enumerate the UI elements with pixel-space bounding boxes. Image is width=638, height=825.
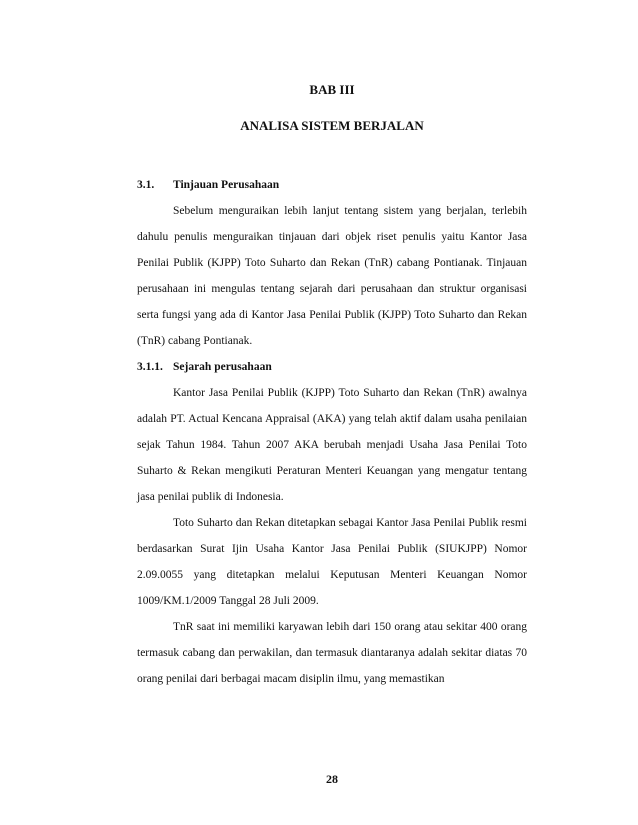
page-number: 28 xyxy=(326,772,338,786)
paragraph: Kantor Jasa Penilai Publik (KJPP) Toto Suharto dan Rekan (TnR) awalnya adalah PT. Actual Kencana Appraisal (AKA) yang telah aktif dalam usaha penilaian sejak Tahun 1984. Tahun 2007 AKA berubah menjadi Usaha Jasa Penilai Toto Suharto & Rekan mengikuti Peraturan Menteri Keuangan yang mengatur tentang jasa penilai publik di Indonesia. xyxy=(137,387,527,503)
section-heading-3-1 xyxy=(137,172,527,198)
section-title: Sejarah perusahaan xyxy=(173,361,272,373)
document-body xyxy=(137,172,527,692)
section-title: Tinjauan Perusahaan xyxy=(173,179,280,191)
chapter-label: BAB III xyxy=(309,82,355,97)
paragraph: Toto Suharto dan Rekan ditetapkan sebagai Kantor Jasa Penilai Publik resmi berdasarkan Surat Ijin Usaha Kantor Jasa Penilai Publik (SIUKJPP) Nomor 2.09.0055 yang ditetapkan melalui Keputusan Menteri Keuangan Nomor 1009/KM.1/2009 Tanggal 28 Juli 2009. xyxy=(137,517,527,607)
section-number: 3.1. xyxy=(137,179,155,191)
section-number: 3.1.1. xyxy=(137,361,163,373)
paragraph: Sebelum menguraikan lebih lanjut tentang sistem yang berjalan, terlebih dahulu penulis menguraikan tinjauan dari objek riset penulis yaitu Kantor Jasa Penilai Publik (KJPP) Toto Suharto dan Rekan (TnR) cabang Pontianak. Tinjauan perusahaan ini mengulas tentang sejarah dari perusahaan dan struktur organisasi serta fungsi yang ada di Kantor Jasa Penilai Publik (KJPP) Toto Suharto dan Rekan (TnR) cabang Pontianak. xyxy=(137,205,527,347)
chapter-title: ANALISA SISTEM BERJALAN xyxy=(240,118,424,133)
paragraph: TnR saat ini memiliki karyawan lebih dari 150 orang atau sekitar 400 orang termasuk cabang dan perwakilan, dan termasuk diantaranya adalah sekitar diatas 70 orang penilai dari berbagai macam disiplin ilmu, yang memastikan xyxy=(137,621,527,685)
section-heading-3-1-1 xyxy=(137,354,527,380)
